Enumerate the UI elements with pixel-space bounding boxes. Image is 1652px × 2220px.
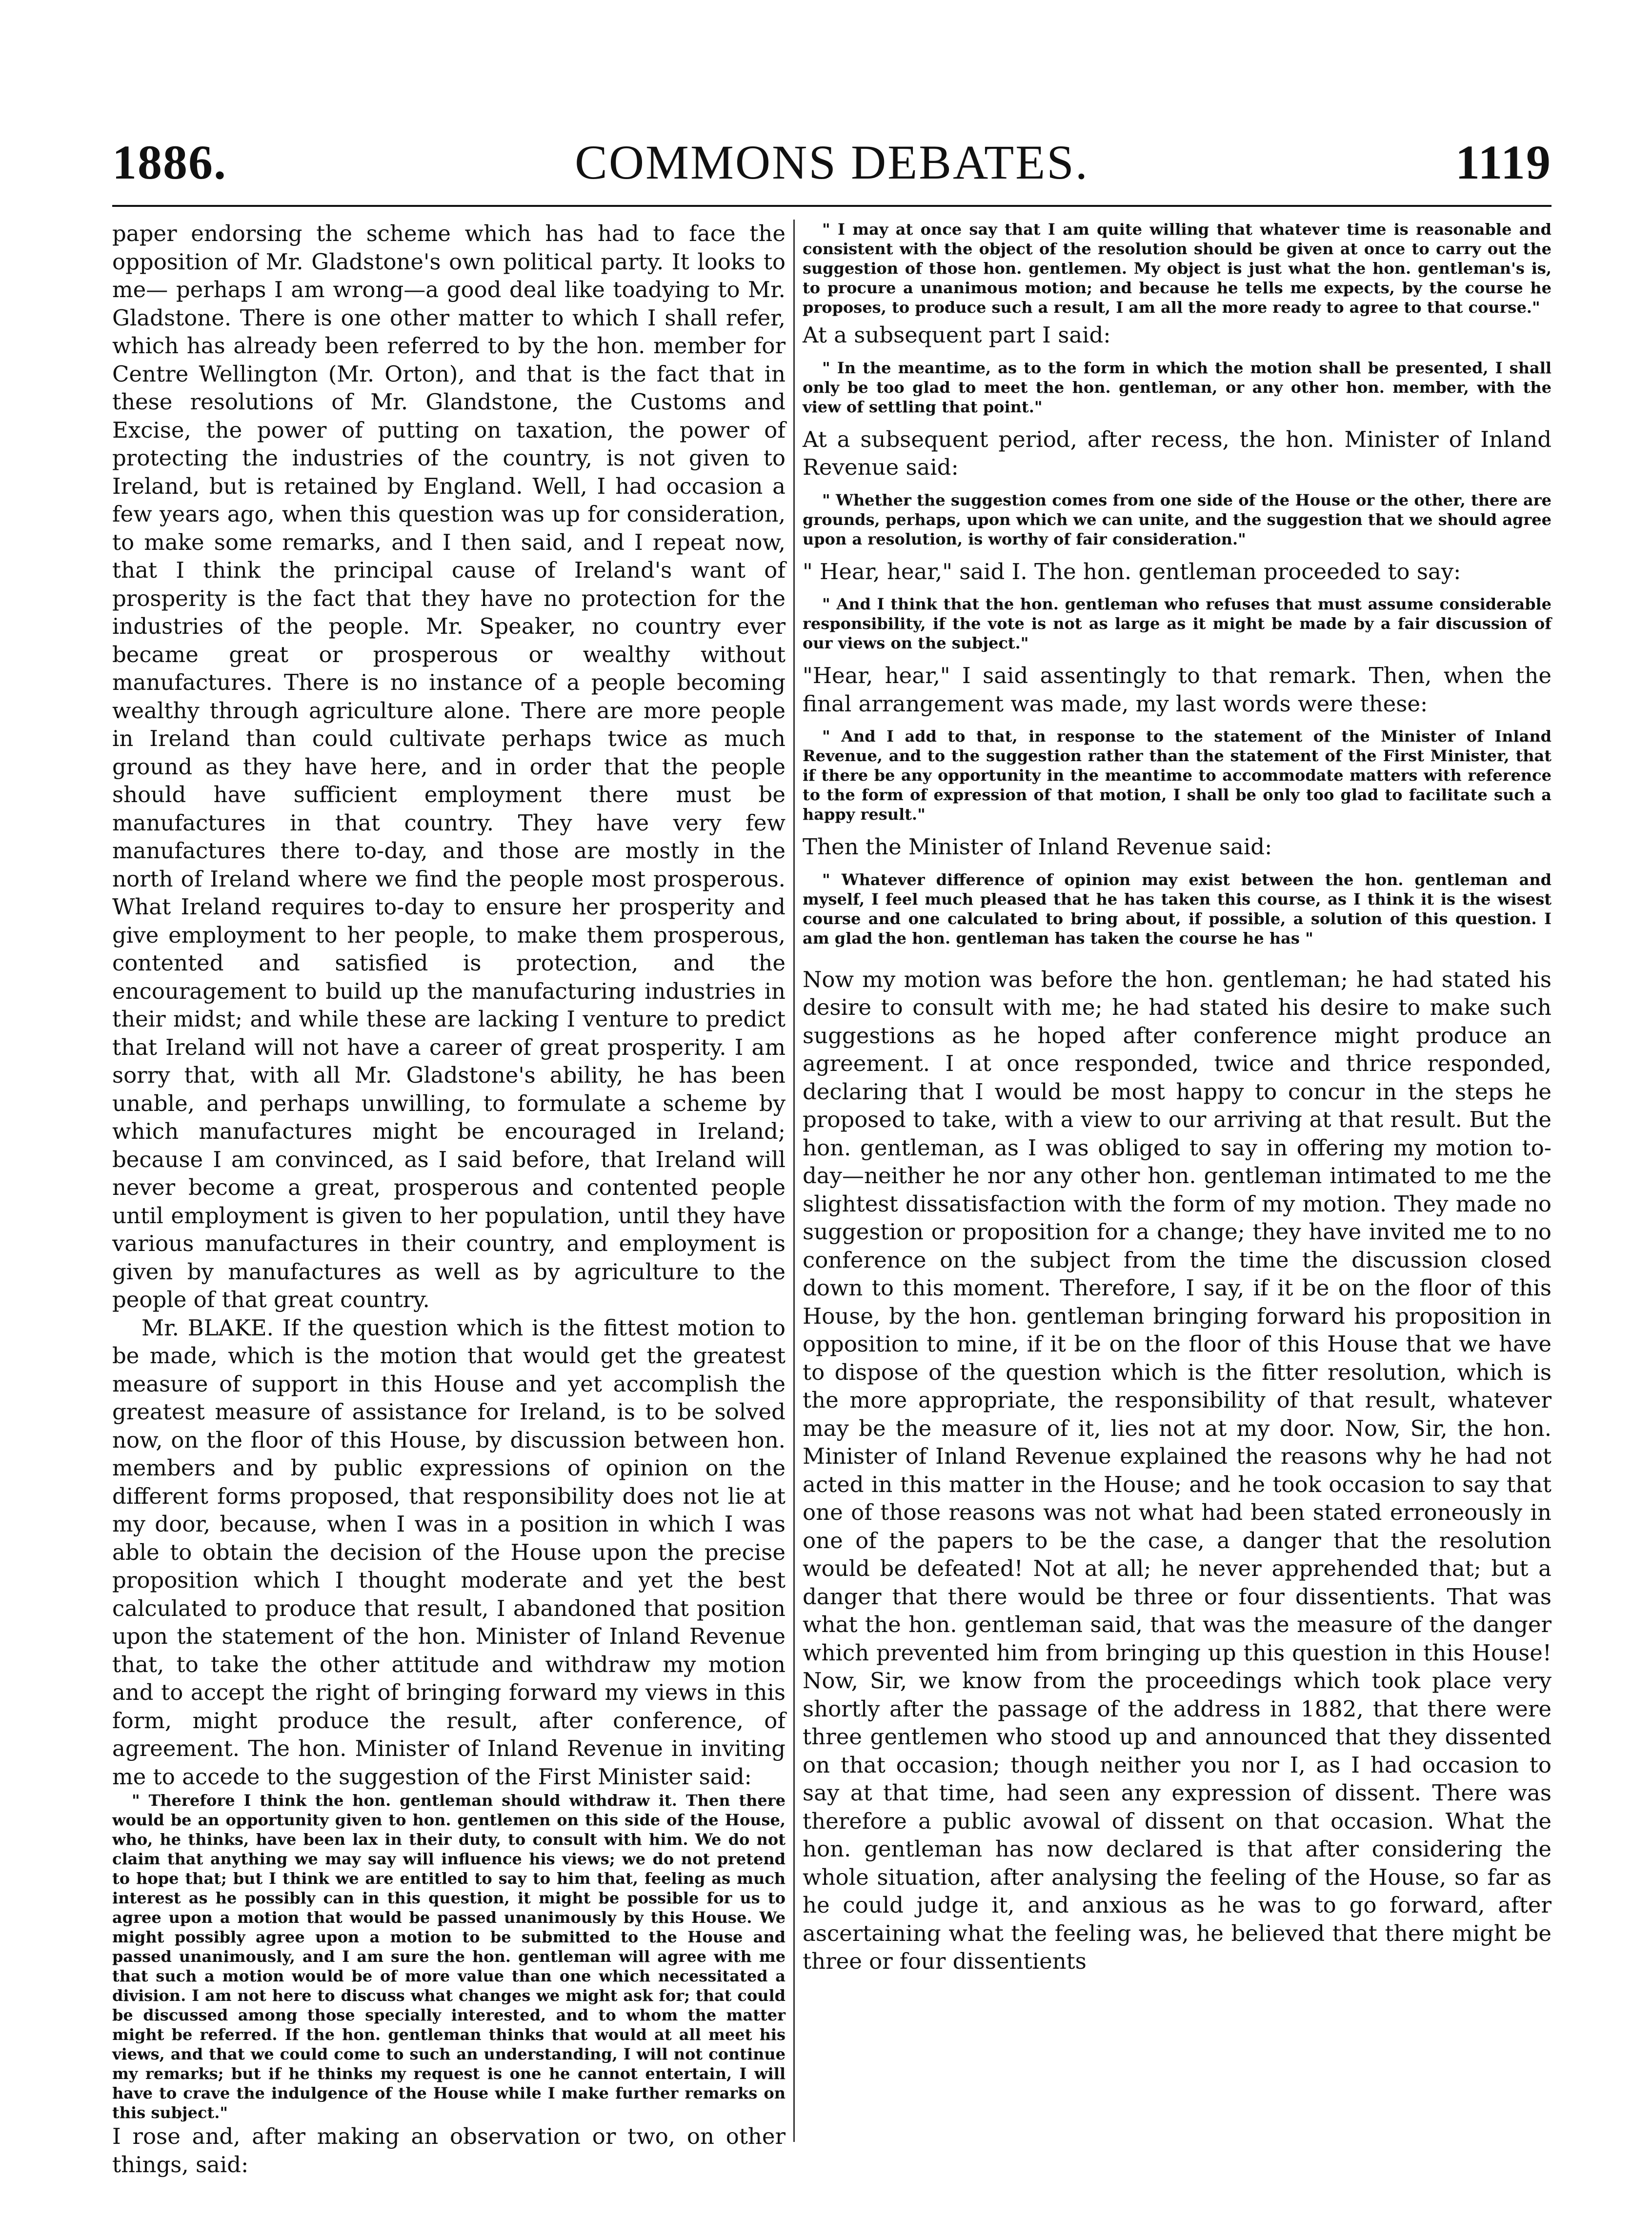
paragraph: paper endorsing the scheme which has had to face the opposition of Mr. Gladstone's own political party. It looks to me— perhaps I am wrong—a good deal like toadying to Mr. Gladstone. There is one other matter to which I shall refer, which has already been referred to by the hon. member for Centre Wellington (Mr. Orton), and that is the fact that in these resolutions of Mr. Glandstone, the Customs and Excise, the power of putting on taxation, the power of protecting the industries of the country, is not given to Ireland, but is retained by England. Well, I had occasion a few years ago, when this question was up for consideration, to make some remarks, and I then said, and I repeat now, that I think the principal cause of Ireland's want of prosperity is the fact that they have no protection for the industries of the people. Mr. Speaker, no country ever became great or prosperous or wealthy without manufactures. There is no instance of a people becoming wealthy through agriculture alone. There are more people in Ireland than could cultivate perhaps twice as much ground as they have here, and in order that the people should have sufficient employment there must be manufactures in that country. They have very few manufactures there to-day, and those are mostly in the north of Ireland where we find the people most prosperous. What Ireland requires to-day to ensure her prosperity and give employment to her people, to make them prosperous, contented and satisfied is protection, and the encouragement to build up the manufacturing industries in their midst; and while these are lacking I venture to predict that Ireland will not have a career of great prosperity. I am sorry that, with all Mr. Gladstone's ability, he has been unable, and perhaps unwilling, to formulate a scheme by which manufactures might be encouraged in Ireland; because I am convinced, as I said before, that Ireland will never become a great, prosperous and contented people until employment is given to her population, until they have various manufactures in their country, and employment is given by manufactures as well as by agriculture to the people of that great country.: [112, 221, 786, 1312]
paragraph: " Hear, hear," said I. The hon. gentleman proceeded to say:: [803, 558, 1461, 585]
column-divider: [793, 220, 795, 2142]
paragraph-blake: Mr. BLAKE. If the question which is the fittest motion to be made, which is the motion that would get the greatest measure of support in this House and yet accomplish the greatest measure of assistance for Ireland, is to be solved now, on the floor of this House, by discussion between hon. members and by public expressions of opinion on the different forms proposed, that responsibility does not lie at my door, because, when I was in a position in which I was able to obtain the decision of the House upon the precise proposition which I thought moderate and yet the best calculated to produce that result, I abandoned that position upon the statement of the hon. Minister of Inland Revenue that, to take the other attitude and withdraw my motion and to accept the right of bringing forward my views in this form, might produce the result, after conference, of agreement. The hon. Minister of Inland Revenue in inviting me to accede to the suggestion of the First Minister said:: [112, 1314, 786, 1790]
quotation: " And I think that the hon. gentleman who refuses that must assume considerable responsibility, if the vote is not as large as it might be made by a fair discussion of our views on the subject.": [803, 595, 1551, 652]
header-year: 1886.: [112, 135, 227, 189]
header-page-number: 1119: [1455, 135, 1551, 189]
paragraph: "Hear, hear," I said assentingly to that remark. Then, when the final arrangement was made, my last words were these:: [803, 663, 1551, 717]
quotation: " I may at once say that I am quite willing that whatever time is reasonable and consistent with the object of the resolution should be given at once to carry out the suggestion of those hon. gentlemen. My object is just what the hon. gentleman's is, to procure a unanimous motion; and because he tells me expects, by the course he proposes, to produce such a result, I am all the more ready to agree to that course.": [803, 220, 1551, 317]
page-header: [112, 134, 1551, 207]
header-title: COMMONS DEBATES.: [575, 135, 1089, 189]
quotation: " In the meantime, as to the form in which the motion shall be presented, I shall only be too glad to meet the hon. gentleman, or any other hon. member, with the view of settling that point.": [803, 358, 1551, 416]
quotation: " Whatever difference of opinion may exist between the hon. gentleman and myself, I feel much pleased that he has taken this course, as I think it is the wisest course and one calculated to bring about, if possible, a solution of this question. I am glad the hon. gentleman has taken the course he has ": [803, 870, 1551, 948]
paragraph: Now my motion was before the hon. gentleman; he had stated his desire to consult with me; he had stated his desire to make such suggestions as he hoped after conference might produce an agreement. I at once responded, twice and thrice responded, declaring that I would be most happy to concur in the steps he proposed to take, with a view to our arriving at that result. But the hon. gentleman, as I was obliged to say in offering my motion to-day—neither he nor any other hon. gentleman intimated to me the slightest dissatisfaction with the form of my motion. They made no suggestion or proposition for a change; they have invited me to no conference on the subject from the time the discussion closed down to this moment. Therefore, I say, if it be on the floor of this House, by the hon. gentleman bringing forward his proposition in opposition to mine, if it be on the floor of this House that we have to dispose of the question which is the fitter resolution, which is the more appropriate, the responsibility of that result, whatever may be the measure of it, lies not at my door. Now, Sir, the hon. Minister of Inland Revenue explained the reasons why he had not acted in this matter in the House; and he took occasion to say that one of those reasons was not what had been stated erroneously in one of the papers to be the case, a danger that the resolution would be defeated! Not at all; he never apprehended that; but a danger that there would be three or four dissentients. That was what the hon. gentleman said, that was the measure of the danger which prevented him from bringing up this question in this House! Now, Sir, we know from the proceedings which took place very shortly after the passage of the address in 1882, that there were three gentlemen who stood up and announced that they dissented on that occasion; though neither you nor I, as I had occasion to say at that time, had seen any expression of dissent. There was therefore a public avowal of dissent on that occasion. What the hon. gentleman has now declared is that after considering the whole situation, after analysing the feeling of the House, so far as he could judge it, and anxious as he was to go forward, after ascertaining what the feeling was, he believed that there might be three or four dissentients: [803, 966, 1551, 1974]
header-rule: [112, 205, 1551, 207]
quotation: " Therefore I think the hon. gentleman should withdraw it. Then there would be an opportunity given to hon. gentlemen on this side of the House, who, he thinks, have been lax in their duty, to consult with him. We do not claim that anything we may say will influence his views; we do not pretend to hope that; but I think we are entitled to say to him that, feeling as much interest as he possibly can in this question, it might be possible for us to agree upon a motion that would be passed unanimously by this House. We might possibly agree upon a motion to be submitted to the House and passed unanimously, and I am sure the hon. gentleman will agree with me that such a motion would be of more value than one which necessitated a division. I am not here to discuss what changes we might ask for; that could be discussed among those specially interested, and to whom the matter might be referred. If the hon. gentleman thinks that would at all meet his views, and that we could come to such an understanding, I will not continue my remarks; but if he thinks my request is one he cannot entertain, I will have to crave the indulgence of the House while I make further remarks on this subject.": [112, 1791, 786, 2122]
quotation: " And I add to that, in response to the statement of the Minister of Inland Revenue, and to the suggestion rather than the statement of the First Minister, that if there be any opportunity in the meantime to accommodate matters with reference to the form of expression of that motion, I shall be only too glad to facilitate such a happy result.": [803, 727, 1551, 824]
spacer: [803, 317, 1551, 321]
quotation: " Whether the suggestion comes from one side of the House or the other, there are grounds, perhaps, upon which we can unite, and the suggestion that we should agree upon a resolution, is worthy of fair consideration.": [803, 490, 1551, 548]
right-column: [803, 220, 1551, 2147]
paragraph: Then the Minister of Inland Revenue said:: [803, 834, 1272, 860]
paragraph: I rose and, after making an observation or two, on other things, said:: [112, 2123, 786, 2178]
spacer: [803, 957, 1551, 966]
paragraph: At a subsequent part I said:: [803, 322, 1111, 348]
left-column: [112, 220, 786, 2178]
paragraph: At a subsequent period, after recess, the hon. Minister of Inland Revenue said:: [803, 426, 1551, 480]
